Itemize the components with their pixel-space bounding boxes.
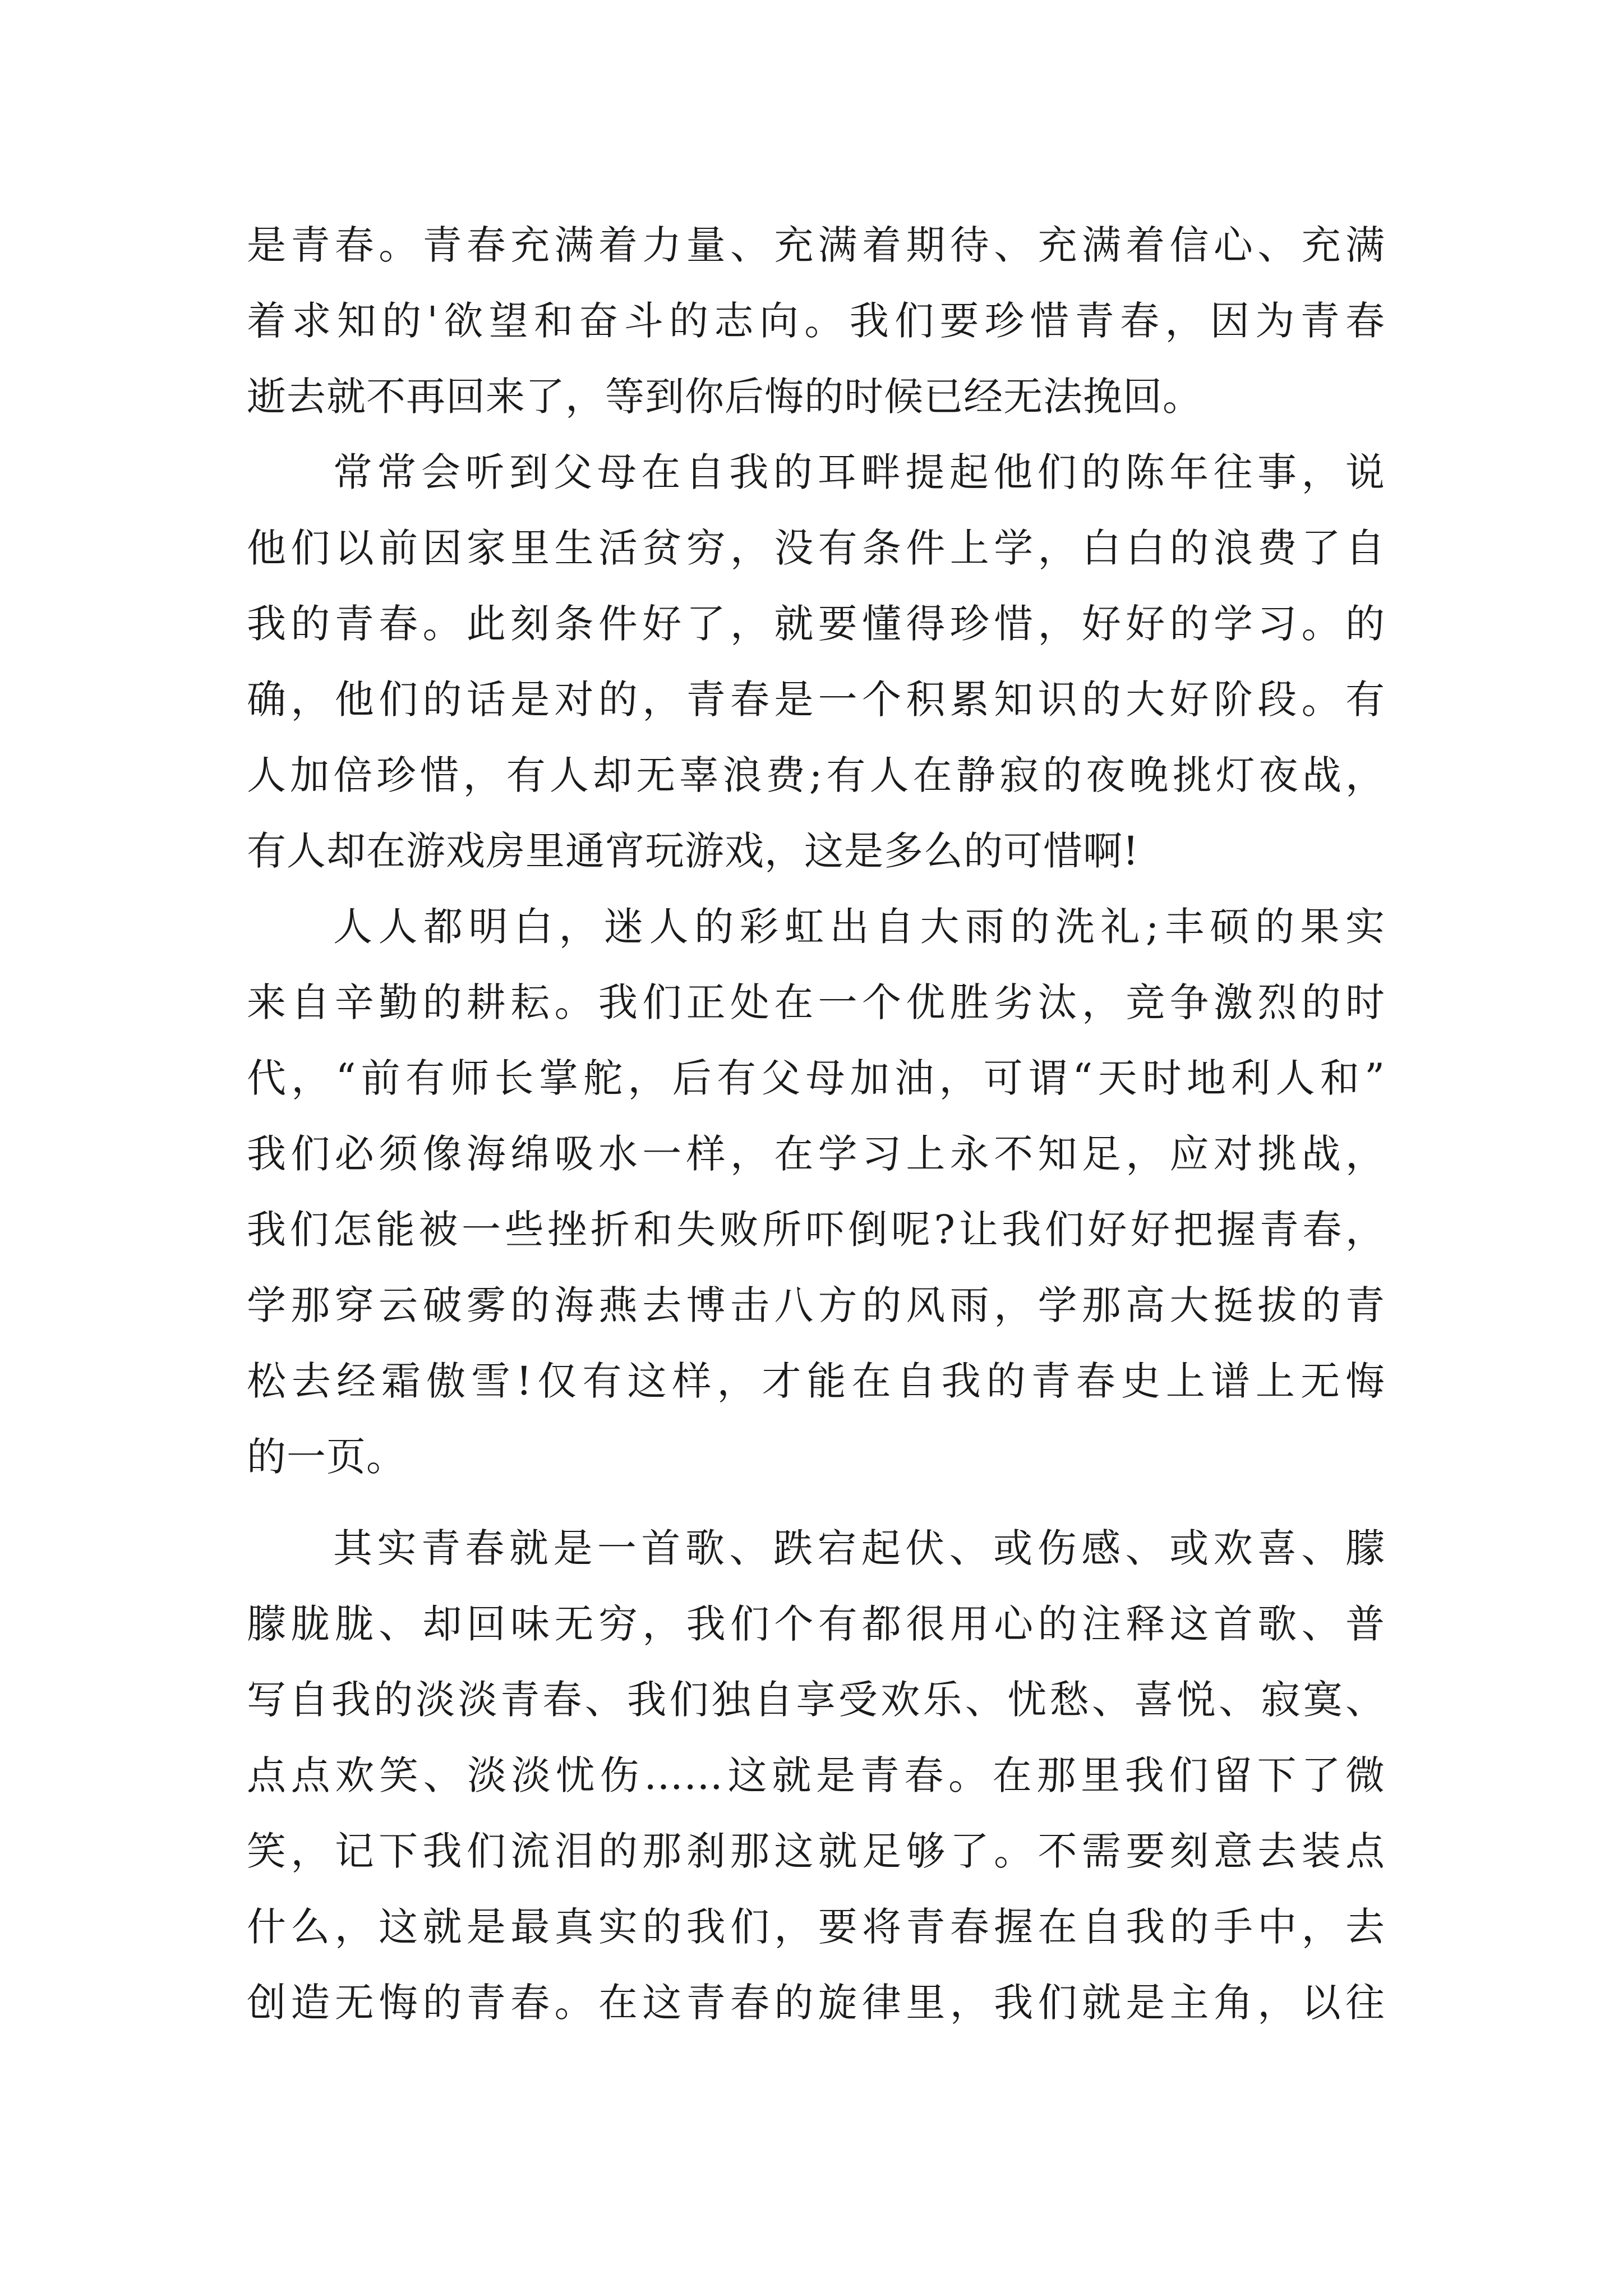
text-line: 学那穿云破雾的海燕去博击八方的风雨，学那高大挺拔的青 xyxy=(247,1282,1385,1328)
text-line: 逝去就不再回来了，等到你后悔的时候已经无法挽回。 xyxy=(247,374,1202,420)
text-line: 的一页。 xyxy=(247,1434,406,1480)
text-line: 我的青春。此刻条件好了，就要懂得珍惜，好好的学习。的 xyxy=(247,601,1385,647)
paragraph-2 xyxy=(247,435,1385,889)
paragraph-4 xyxy=(247,1511,1385,2041)
text-line: 人加倍珍惜，有人却无辜浪费;有人在静寂的夜晚挑灯夜战， xyxy=(247,752,1385,798)
text-line: 来自辛勤的耕耘。我们正处在一个优胜劣汰，竞争激烈的时 xyxy=(247,979,1385,1025)
paragraph-1 xyxy=(247,208,1385,435)
body-text xyxy=(247,208,1385,2041)
text-line: 人人都明白，迷人的彩虹出自大雨的洗礼;丰硕的果实 xyxy=(333,904,1385,950)
text-line: 是青春。青春充满着力量、充满着期待、充满着信心、充满 xyxy=(247,222,1385,268)
text-line: 创造无悔的青春。在这青春的旋律里，我们就是主角，以往 xyxy=(247,1980,1385,2026)
text-line: 有人却在游戏房里通宵玩游戏，这是多么的可惜啊! xyxy=(247,828,1140,874)
text-line: 其实青春就是一首歌、跌宕起伏、或伤感、或欢喜、朦 xyxy=(333,1525,1385,1571)
text-line: 笑，记下我们流泪的那刹那这就足够了。不需要刻意去装点 xyxy=(247,1828,1385,1874)
text-line: 确，他们的话是对的，青春是一个积累知识的大好阶段。有 xyxy=(247,677,1385,723)
text-line: 着求知的'欲望和奋斗的志向。我们要珍惜青春，因为青春 xyxy=(247,298,1385,344)
text-line: 他们以前因家里生活贫穷，没有条件上学，白白的浪费了自 xyxy=(247,525,1385,571)
text-line: 我们必须像海绵吸水一样，在学习上永不知足，应对挑战， xyxy=(247,1131,1385,1177)
text-line: 写自我的淡淡青春、我们独自享受欢乐、忧愁、喜悦、寂寞、 xyxy=(247,1677,1385,1723)
text-line: 代，“前有师长掌舵，后有父母加油，可谓“天时地利人和” xyxy=(247,1055,1385,1101)
text-line: 点点欢笑、淡淡忧伤……这就是青春。在那里我们留下了微 xyxy=(247,1752,1385,1798)
text-line: 松去经霜傲雪!仅有这样，才能在自我的青春史上谱上无悔 xyxy=(247,1358,1385,1404)
text-line: 我们怎能被一些挫折和失败所吓倒呢?让我们好好把握青春， xyxy=(247,1207,1385,1253)
text-line: 常常会听到父母在自我的耳畔提起他们的陈年往事，说 xyxy=(333,449,1385,495)
paragraph-3 xyxy=(247,889,1385,1495)
paragraph-gap xyxy=(247,1495,1385,1511)
text-line: 什么，这就是最真实的我们，要将青春握在自我的手中，去 xyxy=(247,1904,1385,1950)
text-line: 朦胧胧、却回味无穷，我们个有都很用心的注释这首歌、普 xyxy=(247,1601,1385,1647)
